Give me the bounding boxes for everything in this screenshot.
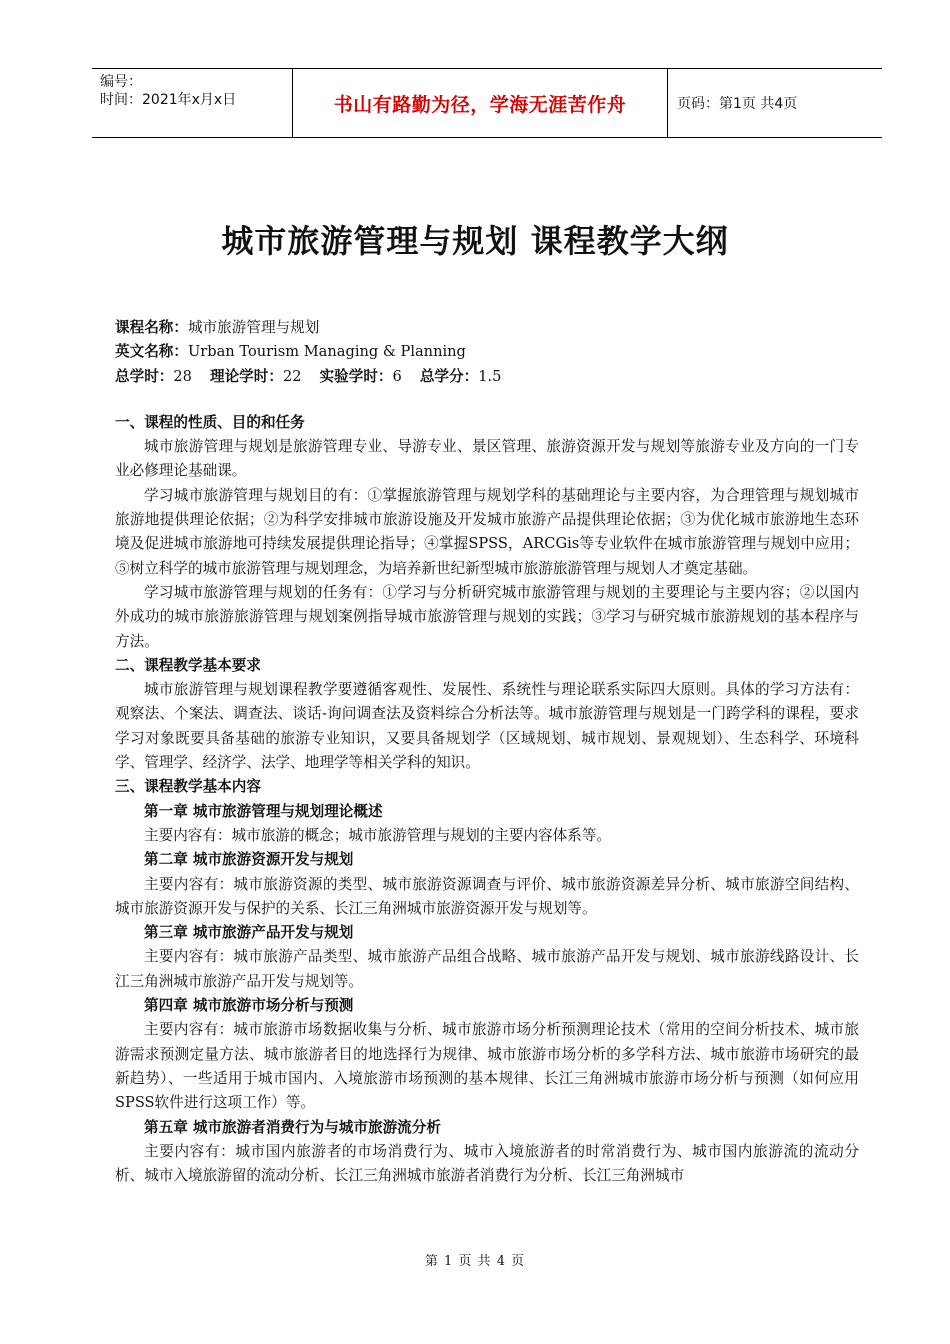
page-footer: 第 1 页 共 4 页: [424, 1254, 526, 1269]
paragraph: 城市旅游管理与规划是旅游管理专业、导游专业、景区管理、旅游资源开发与规划等旅游专业及方向的一门专业必修理论基础课。: [115, 438, 859, 480]
credits-label: 总学分：: [419, 367, 479, 385]
lab-hours-value: 6: [392, 367, 402, 385]
section-heading: 二、课程教学基本要求: [115, 656, 261, 674]
document-number: 编号：: [100, 74, 142, 90]
header-left-cell: [92, 69, 292, 137]
header-table: [92, 68, 882, 138]
english-name-row: [115, 340, 859, 364]
english-name-label: 英文名称：: [115, 343, 188, 361]
lab-hours-label: 实验学时：: [319, 367, 393, 385]
chapter-heading: 第二章 城市旅游资源开发与规划: [144, 851, 354, 869]
section-heading: 一、课程的性质、目的和任务: [115, 413, 305, 431]
document-title: 城市旅游管理与规划 课程教学大纲: [221, 222, 729, 260]
chapter-heading: 第四章 城市旅游市场分析与预测: [144, 997, 354, 1015]
paragraph: 主要内容有：城市旅游市场数据收集与分析、城市旅游市场分析预测理论技术（常用的空间分析技术、城市旅游需求预测定量方法、城市旅游者目的地选择行为规律、城市旅游市场分析的多学科方法、城市旅游市场研究的最新趋势）、一些适用于城市国内、入境旅游市场预测的基本规律、长江三角洲城市旅游市场分析与预测（如何应用SPSS软件进行这项工作）等。: [115, 1021, 859, 1112]
hours-row: [115, 365, 859, 389]
header-motto-cell: [292, 69, 668, 137]
english-name-value: Urban Tourism Managing & Planning: [187, 343, 466, 361]
paragraph: 城市旅游管理与规划课程教学要遵循客观性、发展性、系统性与理论联系实际四大原则。具体的学习方法有：观察法、个案法、调查法、谈话-询问调查法及资料综合分析法等。城市旅游管理与规划是一门跨学科的课程，要求学习对象既要具备基础的旅游专业知识，又要具备规划学（区域规划、城市规划、景观规划）、生态科学、环境科学、管理学、经济学、法学、地理学等相关学科的知识。: [115, 681, 859, 772]
chapter-heading: 第三章 城市旅游产品开发与规划: [144, 924, 354, 942]
paragraph: 学习城市旅游管理与规划目的有：①掌握旅游管理与规划学科的基础理论与主要内容，为合理管理与规划城市旅游地提供理论依据；②为科学安排城市旅游设施及开发城市旅游产品提供理论依据；③为优化城市旅游地生态环境及促进城市旅游地可持续发展提供理论指导；④掌握SPSS，ARCGis等专业软件在城市旅游管理与规划中应用；⑤树立科学的城市旅游管理与规划理念，为培养新世纪新型城市旅游旅游管理与规划人才奠定基础。: [115, 486, 859, 577]
header-motto: 书山有路勤为径，学海无涯苦作舟: [333, 93, 627, 116]
chapter-heading: 第一章 城市旅游管理与规划理论概述: [144, 802, 383, 820]
theory-hours-value: 22: [282, 367, 302, 385]
paragraph: 主要内容有：城市旅游的概念；城市旅游管理与规划的主要内容体系等。: [144, 826, 612, 844]
paragraph: 学习城市旅游管理与规划的任务有：①学习与分析研究城市旅游管理与规划的主要理论与主要内容；②以国内外成功的城市旅游旅游管理与规划案例指导城市旅游管理与规划的实践；③学习与研究城市旅游规划的基本程序与方法。: [115, 583, 859, 650]
credits-value: 1.5: [478, 367, 502, 385]
document-time: 时间：2021年x月x日: [100, 92, 237, 108]
paragraph: 主要内容有：城市旅游资源的类型、城市旅游资源调查与评价、城市旅游资源差异分析、城市旅游空间结构、城市旅游资源开发与保护的关系、长江三角洲城市旅游资源开发与规划等。: [115, 875, 859, 917]
chapter-heading: 第五章 城市旅游者消费行为与城市旅游流分析: [144, 1118, 441, 1136]
total-hours-label: 总学时：: [115, 367, 174, 385]
paragraph: 主要内容有：城市旅游产品类型、城市旅游产品组合战略、城市旅游产品开发与规划、城市旅游线路设计、长江三角洲城市旅游产品开发与规划等。: [115, 948, 859, 990]
course-name-label: 课程名称：: [115, 319, 188, 336]
header-page-cell: [667, 69, 882, 137]
course-name-row: [115, 316, 859, 340]
theory-hours-label: 理论学时：: [209, 367, 283, 385]
course-name-value: 城市旅游管理与规划: [187, 319, 320, 336]
section-heading: 三、课程教学基本内容: [115, 778, 261, 796]
total-hours-value: 28: [173, 367, 192, 385]
header-page-info: 页码：第1页 共4页: [677, 96, 798, 112]
document-body: [115, 316, 859, 1188]
paragraph: 主要内容有：城市国内旅游者的市场消费行为、城市入境旅游者的时常消费行为、城市国内旅游流的流动分析、城市入境旅游留的流动分析、长江三角洲城市旅游者消费行为分析、长江三角洲城市: [115, 1142, 859, 1185]
